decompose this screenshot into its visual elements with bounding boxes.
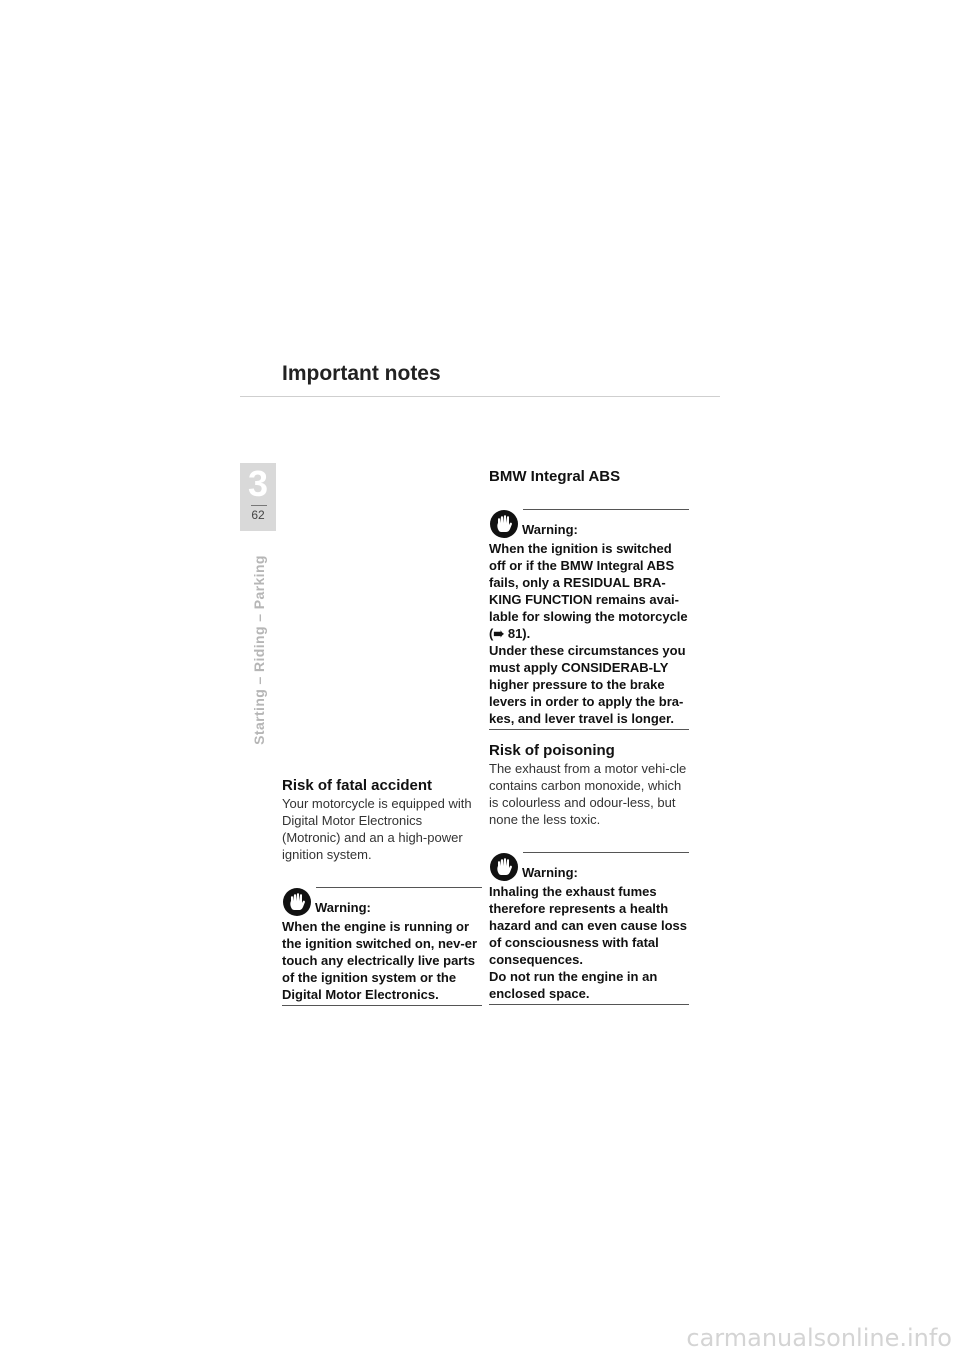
heading-fatal-accident: Risk of fatal accident xyxy=(282,777,433,794)
warning-text: Inhaling the exhaust fumes therefore represents a health hazard and can even cause loss of consciousness with fatal consequences. xyxy=(489,884,687,967)
page-number: 62 xyxy=(251,508,265,522)
warning-abs xyxy=(489,506,689,730)
warning-text: When the engine is running or the ignition switched on, nev-er touch any electrically live parts of the ignition system or the Digital Motor Electronics. xyxy=(282,919,478,1002)
chapter-number: 3 xyxy=(247,463,269,504)
heading-integral-abs: BMW Integral ABS xyxy=(489,468,621,485)
warning-text: Under these circumstances you must apply CONSIDERAB-LY higher pressure to the brake levers in order to apply the bra-kes, and lever travel is longer. xyxy=(489,643,686,726)
text-fatal-accident: Your motorcycle is equipped with Digital Motor Electronics (Motronic) and an a high-power ignition system. xyxy=(282,796,472,862)
hand-stop-icon xyxy=(489,852,519,882)
chapter-divider xyxy=(251,505,267,506)
section-poisoning xyxy=(489,742,689,828)
hand-stop-icon xyxy=(282,887,312,917)
warning-exhaust xyxy=(489,849,689,1005)
title-divider xyxy=(240,396,720,397)
warning-ignition xyxy=(282,884,482,1006)
chapter-side-label: Starting – Riding – Parking xyxy=(251,555,267,745)
text-poisoning: The exhaust from a motor vehi-cle contains carbon monoxide, which is colourless and odour-less, but none the less toxic. xyxy=(489,761,687,827)
watermark: carmanualsonline.info xyxy=(686,1324,952,1352)
warning-text: When the ignition is switched off or if the BMW Integral ABS fails, only a RESIDUAL BRA-KING FUNCTION remains avai-lable for slowing the motorcycle (➠ 81). xyxy=(489,541,688,641)
section-fatal-accident xyxy=(282,777,482,863)
warning-label: Warning: xyxy=(522,522,578,537)
heading-poisoning: Risk of poisoning xyxy=(489,742,615,759)
hand-stop-icon xyxy=(489,509,519,539)
warning-text: Do not run the engine in an enclosed space. xyxy=(489,969,658,1001)
warning-label: Warning: xyxy=(522,865,578,880)
warning-label: Warning: xyxy=(315,900,371,915)
page-title: Important notes xyxy=(282,362,441,385)
